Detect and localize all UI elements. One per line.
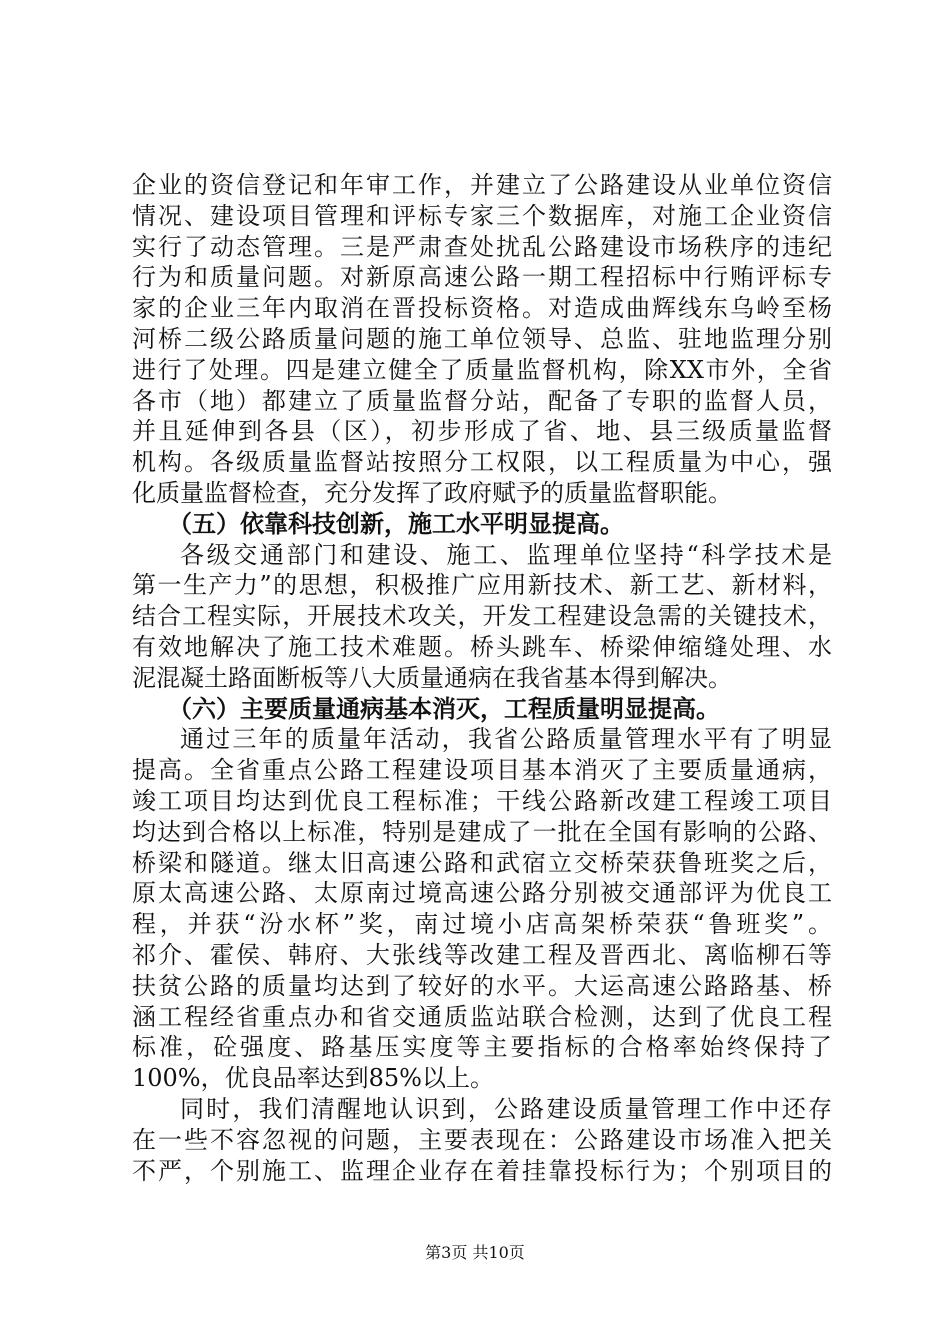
- page-number-label: 第3页 共10页: [425, 1243, 525, 1262]
- section-heading: （五）依靠科技创新，施工水平明显提高。: [168, 509, 624, 538]
- page-footer: [0, 1240, 950, 1263]
- text-line: 家的企业三年内取消在晋投标资格。对造成曲辉线东乌岭至杨: [132, 294, 832, 323]
- document-body: [132, 170, 832, 1186]
- text-line: 提高。全省重点公路工程建设项目基本消灭了主要质量通病，: [132, 756, 832, 785]
- text-line: 均达到合格以上标准，特别是建成了一批在全国有影响的公路、: [132, 817, 832, 846]
- text-line: 并且延伸到各县（区），初步形成了省、地、县三级质量监督: [132, 417, 832, 446]
- text-line: 企业的资信登记和年审工作，并建立了公路建设从业单位资信: [132, 171, 832, 199]
- text-line: 标准，砼强度、路基压实度等主要指标的合格率始终保持了: [132, 1033, 832, 1062]
- text-line: 行为和质量问题。对新原高速公路一期工程招标中行贿评标专: [132, 263, 832, 292]
- text-line: 100%，优良品率达到85%以上。: [132, 1064, 494, 1093]
- text-line: 祁介、霍侯、韩府、大张线等改建工程及晋西北、离临柳石等: [132, 940, 832, 969]
- text-line: 机构。各级质量监督站按照分工权限，以工程质量为中心，强: [132, 448, 832, 477]
- text-line: 各市（地）都建立了质量监督分站，配备了专职的监督人员，: [132, 386, 832, 415]
- text-line: 在一些不容忽视的问题，主要表现在：公路建设市场准入把关: [132, 1125, 832, 1154]
- text-line: 不严，个别施工、监理企业存在着挂靠投标行为；个别项目的: [132, 1156, 832, 1185]
- text-line: 同时，我们清醒地认识到，公路建设质量管理工作中还存: [180, 1094, 832, 1123]
- text-line: 原太高速公路、太原南过境高速公路分别被交通部评为优良工: [132, 879, 832, 908]
- text-line: 有效地解决了施工技术难题。桥头跳车、桥梁伸缩缝处理、水: [132, 632, 832, 661]
- text-line: 第一生产力”的思想，积极推广应用新技术、新工艺、新材料，: [132, 571, 832, 600]
- text-line: 结合工程实际，开展技术攻关，开发工程建设急需的关键技术，: [132, 602, 832, 631]
- text-line: 扶贫公路的质量均达到了较好的水平。大运高速公路路基、桥: [132, 971, 832, 1000]
- text-line: 桥梁和隧道。继太旧高速公路和武宿立交桥荣获鲁班奖之后，: [132, 848, 832, 877]
- text-line: 进行了处理。四是建立健全了质量监督机构，除XX市外，全省: [132, 355, 832, 384]
- text-line: 涵工程经省重点办和省交通质监站联合检测，达到了优良工程: [132, 1002, 832, 1031]
- section-heading: （六）主要质量通病基本消灭，工程质量明显提高。: [168, 694, 720, 723]
- text-line: 河桥二级公路质量问题的施工单位领导、总监、驻地监理分别: [132, 324, 832, 353]
- text-line: 泥混凝土路面断板等八大质量通病在我省基本得到解决。: [132, 663, 732, 692]
- text-line: 通过三年的质量年活动，我省公路质量管理水平有了明显: [180, 725, 832, 754]
- text-line: 情况、建设项目管理和评标专家三个数据库，对施工企业资信: [132, 201, 832, 230]
- text-line: 竣工项目均达到优良工程标准；干线公路新改建工程竣工项目: [132, 786, 832, 815]
- text-line: 实行了动态管理。三是严肃查处扰乱公路建设市场秩序的违纪: [132, 232, 832, 261]
- text-line: 各级交通部门和建设、施工、监理单位坚持“科学技术是: [180, 540, 832, 569]
- text-line: 化质量监督检查，充分发挥了政府赋予的质量监督职能。: [132, 478, 732, 507]
- text-line: 程，并获“汾水杯”奖，南过境小店高架桥荣获“鲁班奖”。: [132, 910, 832, 939]
